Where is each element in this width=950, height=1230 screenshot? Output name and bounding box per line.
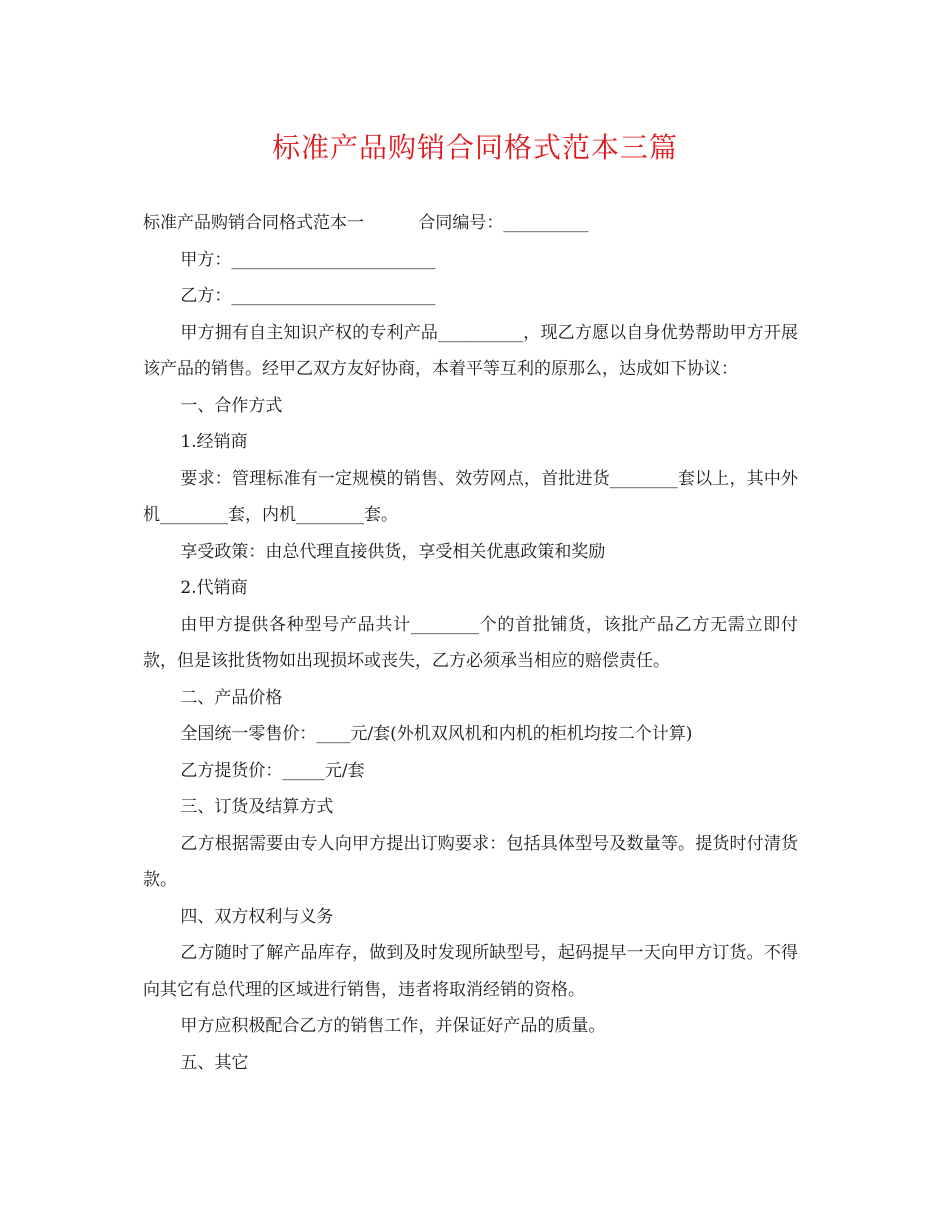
paragraph: 甲方应积极配合乙方的销售工作，并保证好产品的质量。 [180,1016,606,1036]
subsection-heading: 2.代销商 [180,578,248,598]
paragraph: 乙方根据需要由专人向甲方提出订购要求：包括具体型号及数量等。提货时付清货款。 [143,833,798,890]
document-body [143,205,798,1081]
paragraph: 要求：管理标准有一定规模的销售、效劳网点，首批进货________套以上，其中外机________套，内机________套。 [143,468,798,525]
paragraph: 由甲方提供各种型号产品共计________个的首批铺货，该批产品乙方无需立即付款，但是该批货物如出现损坏或丧失，乙方必须承当相应的赔偿责任。 [143,614,798,671]
paragraph: 甲方拥有自主知识产权的专利产品__________，现乙方愿以自身优势帮助甲方开展该产品的销售。经甲乙双方友好协商，本着平等互利的原那么，达成如下协议： [143,322,798,379]
section-heading: 三、订货及结算方式 [180,797,334,817]
paragraph: 乙方随时了解产品库存，做到及时发现所缺型号，起码提早一天向甲方订货。不得向其它有总代理的区域进行销售，违者将取消经销的资格。 [143,943,798,1000]
subsection-heading: 1.经销商 [180,432,248,452]
section-heading: 五、其它 [180,1052,249,1073]
party-a-line: 甲方：________________________ [180,249,436,270]
paragraph: 乙方提货价：_____元/套 [180,760,365,781]
document-title: 标准产品购销合同格式范本三篇 [271,131,678,164]
section-heading: 二、产品价格 [180,687,283,708]
section-heading: 四、双方权利与义务 [180,906,334,927]
contract-header-line [143,205,798,242]
section-heading: 一、合作方式 [180,395,283,416]
paragraph: 享受政策：由总代理直接供货，享受相关优惠政策和奖励 [180,541,606,562]
party-b-line: 乙方：________________________ [180,286,436,306]
contract-header-name: 标准产品购销合同格式范本一 [143,213,364,233]
contract-number: 合同编号：__________ [418,213,589,233]
paragraph: 全国统一零售价：____元/套(外机双风机和内机的柜机均按二个计算) [180,724,693,744]
